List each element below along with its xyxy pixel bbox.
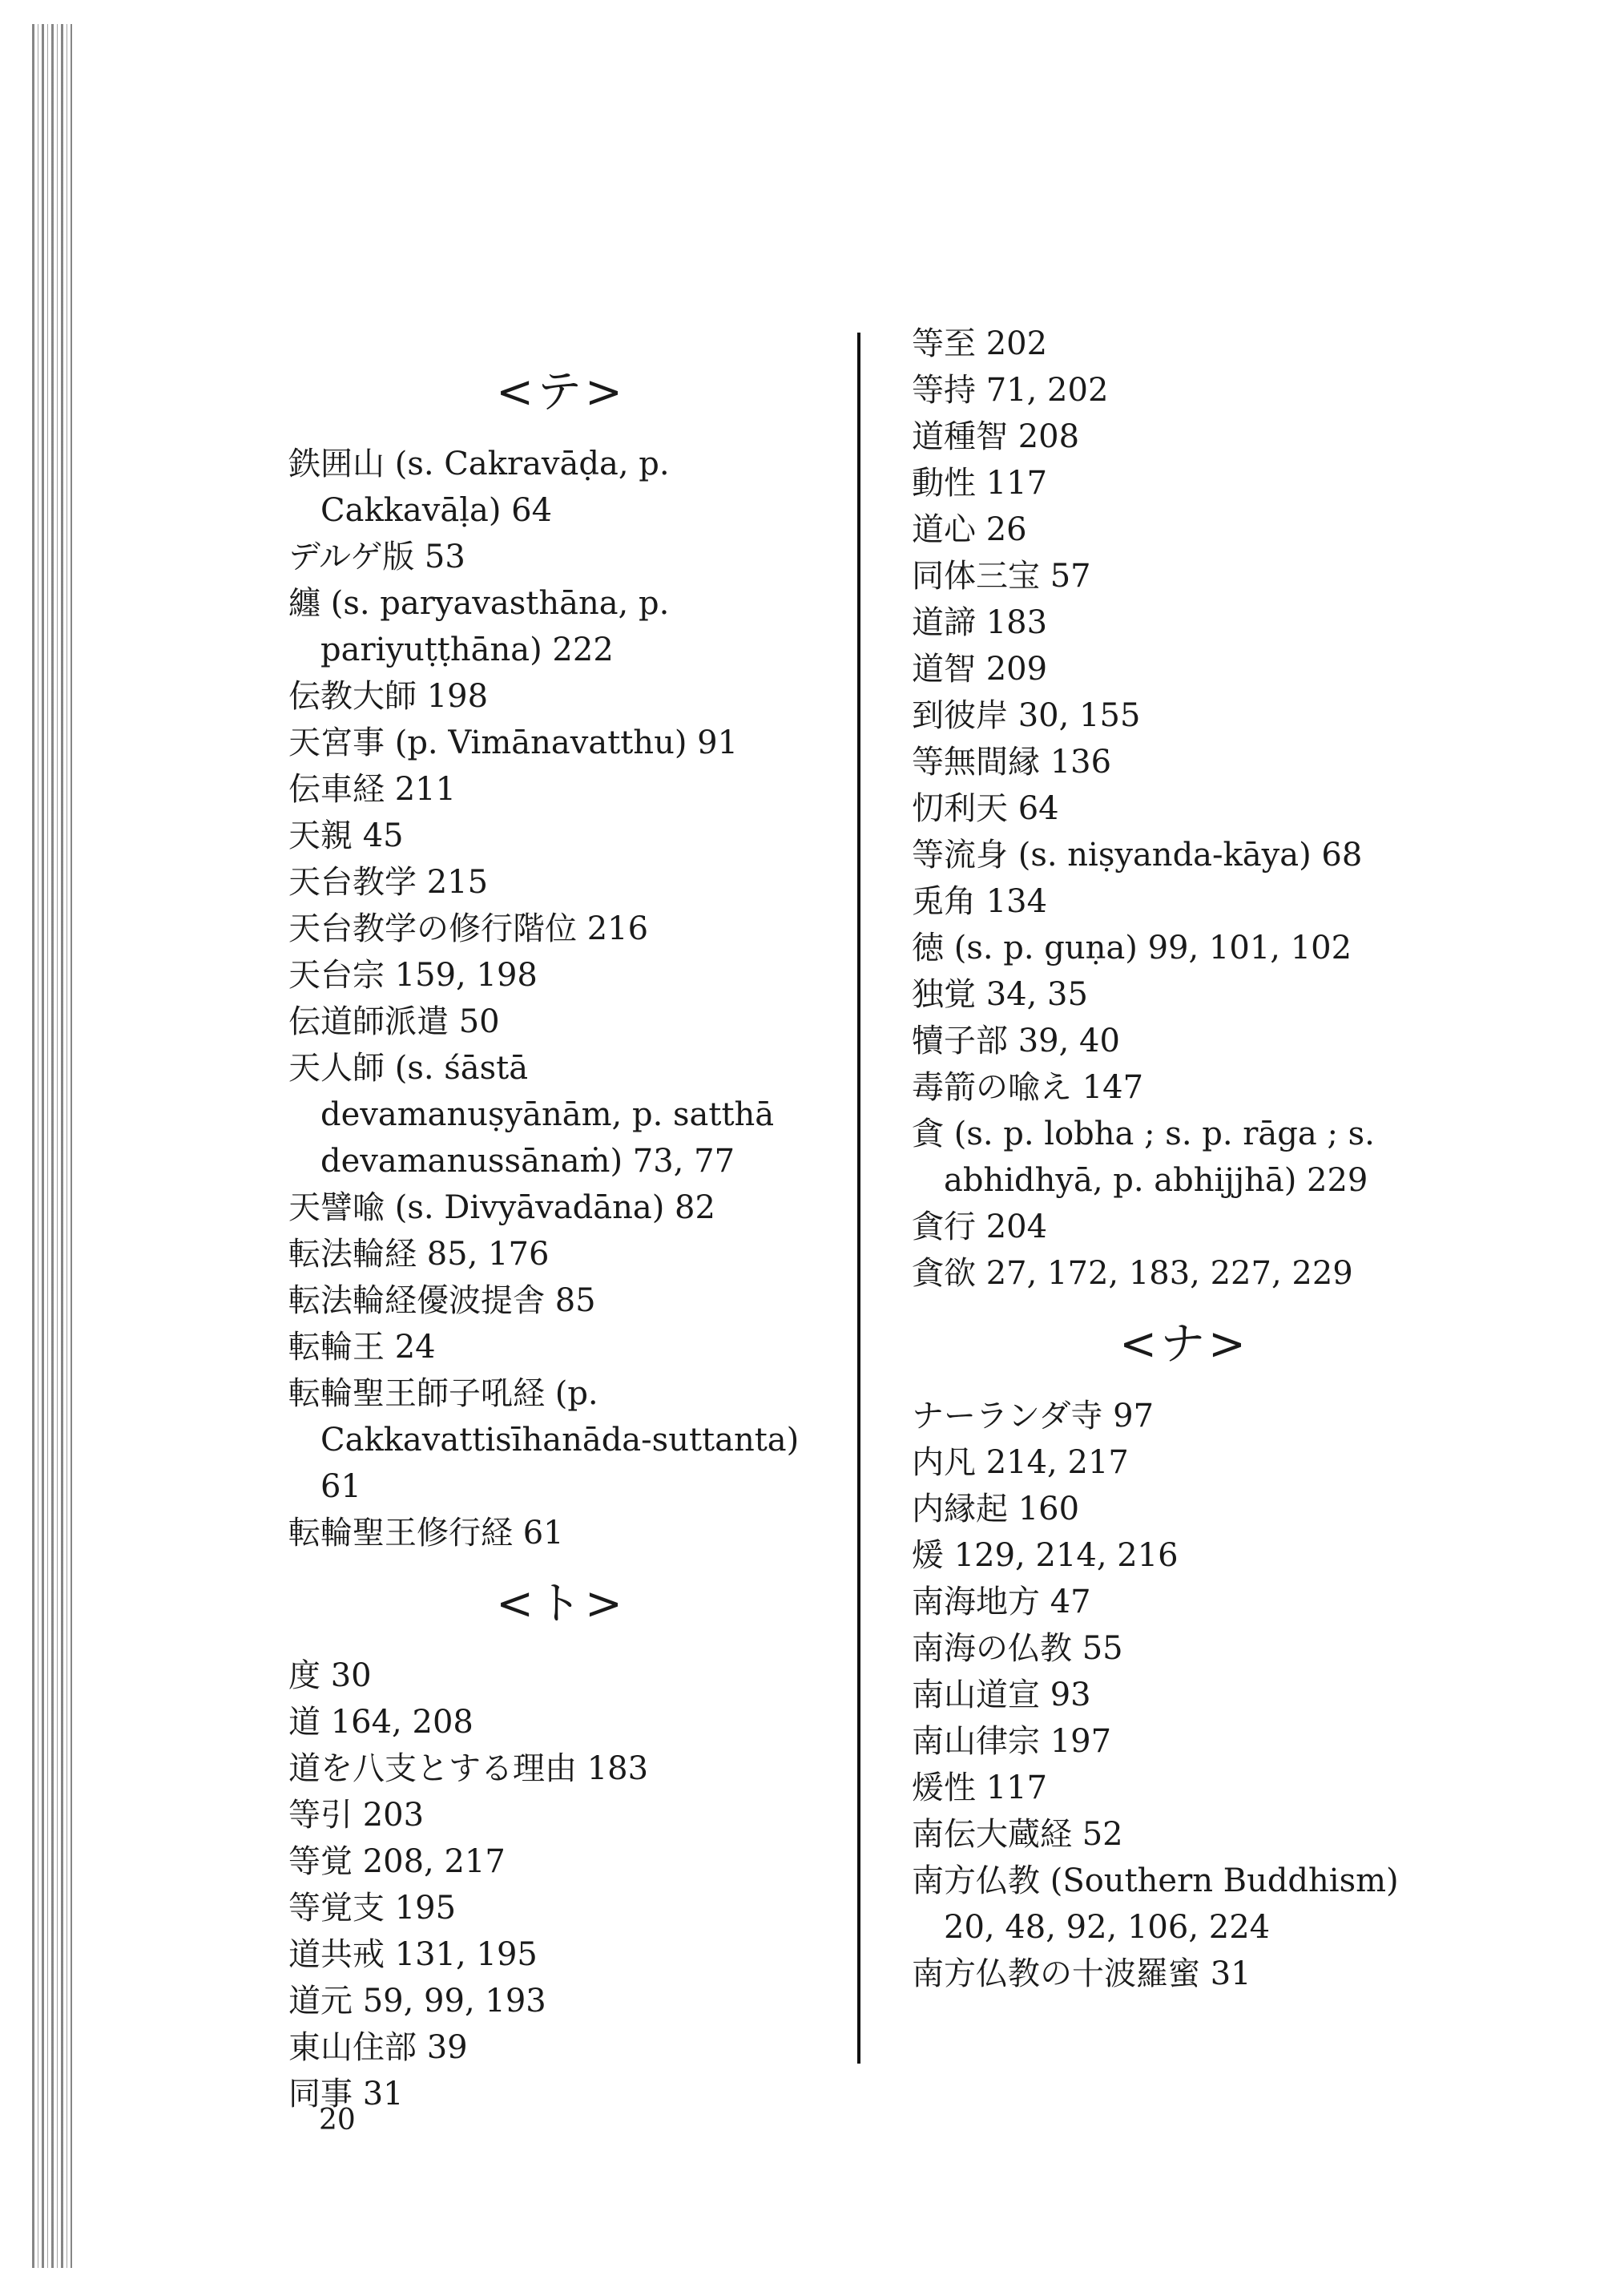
book-binding-edge xyxy=(32,24,72,2268)
index-entry: 兎角 134 xyxy=(912,883,1048,920)
index-entry: 纏 (s. paryavasthāna, p. pariyuṭṭhāna) 222 xyxy=(288,585,680,668)
index-entry: 南海の仏教 55 xyxy=(912,1630,1123,1667)
index-entry: デルゲ版 53 xyxy=(288,539,465,575)
index-entry: 等無間縁 136 xyxy=(912,744,1112,781)
index-entry: 南海地方 47 xyxy=(912,1584,1091,1620)
index-entry: 内縁起 160 xyxy=(912,1491,1080,1527)
section-heading: <テ> xyxy=(496,366,626,418)
index-entry: 内凡 214, 217 xyxy=(912,1444,1129,1481)
index-entry: 独覚 34, 35 xyxy=(912,976,1088,1013)
index-entry: 等覚支 195 xyxy=(288,1890,457,1927)
index-entry: 伝道師派遣 50 xyxy=(288,1003,500,1040)
index-entry: 天譬喩 (s. Divyāvadāna) 82 xyxy=(288,1189,715,1226)
index-entry: 東山住部 39 xyxy=(288,2029,468,2066)
index-entry: 同体三宝 57 xyxy=(912,558,1091,595)
index-entry: 道心 26 xyxy=(912,511,1027,548)
index-entry: 道諦 183 xyxy=(912,604,1048,641)
index-entry: 転輪聖王修行経 61 xyxy=(288,1515,564,1552)
index-entry: 忉利天 64 xyxy=(912,790,1059,827)
index-entry: 到彼岸 30, 155 xyxy=(912,697,1141,734)
index-entry: 転法輪経 85, 176 xyxy=(288,1236,550,1273)
section-heading: <ナ> xyxy=(1119,1318,1249,1370)
index-entry: ナーランダ寺 97 xyxy=(912,1398,1155,1434)
index-entry: 動性 117 xyxy=(912,465,1048,502)
index-entry: 度 30 xyxy=(288,1657,372,1694)
index-entry: 転法輪経優波提舎 85 xyxy=(288,1282,596,1319)
index-entry: 鉄囲山 (s. Cakravāḍa, p. Cakkavāḷa) 64 xyxy=(288,446,680,529)
section-heading: <ト> xyxy=(496,1578,626,1630)
index-entry: 南伝大蔵経 52 xyxy=(912,1816,1123,1853)
index-entry: 天台宗 159, 198 xyxy=(288,957,538,994)
index-entry: 道共戒 131, 195 xyxy=(288,1936,538,1973)
page-number: 20 xyxy=(319,2104,356,2137)
index-entry: 道種智 208 xyxy=(912,418,1080,455)
index-entry: 南方仏教 (Southern Buddhism) 20, 48, 92, 106, 224 xyxy=(912,1862,1409,1946)
index-entry: 等持 71, 202 xyxy=(912,372,1109,409)
index-entry: 道 164, 208 xyxy=(288,1704,473,1741)
index-entry: 煖 129, 214, 216 xyxy=(912,1537,1179,1574)
index-entry: 貪行 204 xyxy=(912,1209,1048,1245)
index-entry: 南山律宗 197 xyxy=(912,1723,1112,1760)
index-entry: 転輪王 24 xyxy=(288,1329,436,1366)
index-entry: 伝教大師 198 xyxy=(288,678,489,715)
index-entry: 天宮事 (p. Vimānavatthu) 91 xyxy=(288,724,739,761)
index-entry: 天台教学 215 xyxy=(288,864,489,901)
index-entry: 道を八支とする理由 183 xyxy=(288,1750,649,1787)
index-entry: 転輪聖王師子吼経 (p. Cakkavattisīhanāda-suttanta) 61 xyxy=(288,1375,809,1505)
index-entry: 等流身 (s. niṣyanda-kāya) 68 xyxy=(912,837,1363,874)
index-entry: 道智 209 xyxy=(912,651,1048,688)
index-entry: 天台教学の修行階位 216 xyxy=(288,910,649,947)
left-index-column xyxy=(288,345,833,2117)
index-entry: 天人師 (s. śāstā devamanuṣyānām, p. satthā devamanussānaṁ) 73, 77 xyxy=(288,1050,784,1180)
index-entry: 南山道宣 93 xyxy=(912,1677,1091,1713)
index-entry: 等至 202 xyxy=(912,325,1048,362)
index-entry: 伝車経 211 xyxy=(288,771,457,808)
index-entry: 道元 59, 99, 193 xyxy=(288,1983,546,2020)
index-entry: 等引 203 xyxy=(288,1797,425,1834)
index-entry: 徳 (s. p. guṇa) 99, 101, 102 xyxy=(912,930,1352,966)
index-entry: 等覚 208, 217 xyxy=(288,1843,506,1880)
index-entry: 煖性 117 xyxy=(912,1769,1048,1806)
index-entry: 毒箭の喩え 147 xyxy=(912,1069,1144,1106)
index-entry: 天親 45 xyxy=(288,817,404,854)
index-entry: 同事 31 xyxy=(288,2076,404,2112)
index-entry: 犢子部 39, 40 xyxy=(912,1023,1120,1059)
index-entry: 貪欲 27, 172, 183, 227, 229 xyxy=(912,1255,1353,1292)
right-index-column xyxy=(912,321,1457,1997)
index-entry: 南方仏教の十波羅蜜 31 xyxy=(912,1955,1251,1992)
column-divider xyxy=(857,333,860,2064)
index-entry: 貪 (s. p. lobha ; s. p. rāga ; s. abhidhyā, p. abhijjhā) 229 xyxy=(912,1116,1385,1199)
